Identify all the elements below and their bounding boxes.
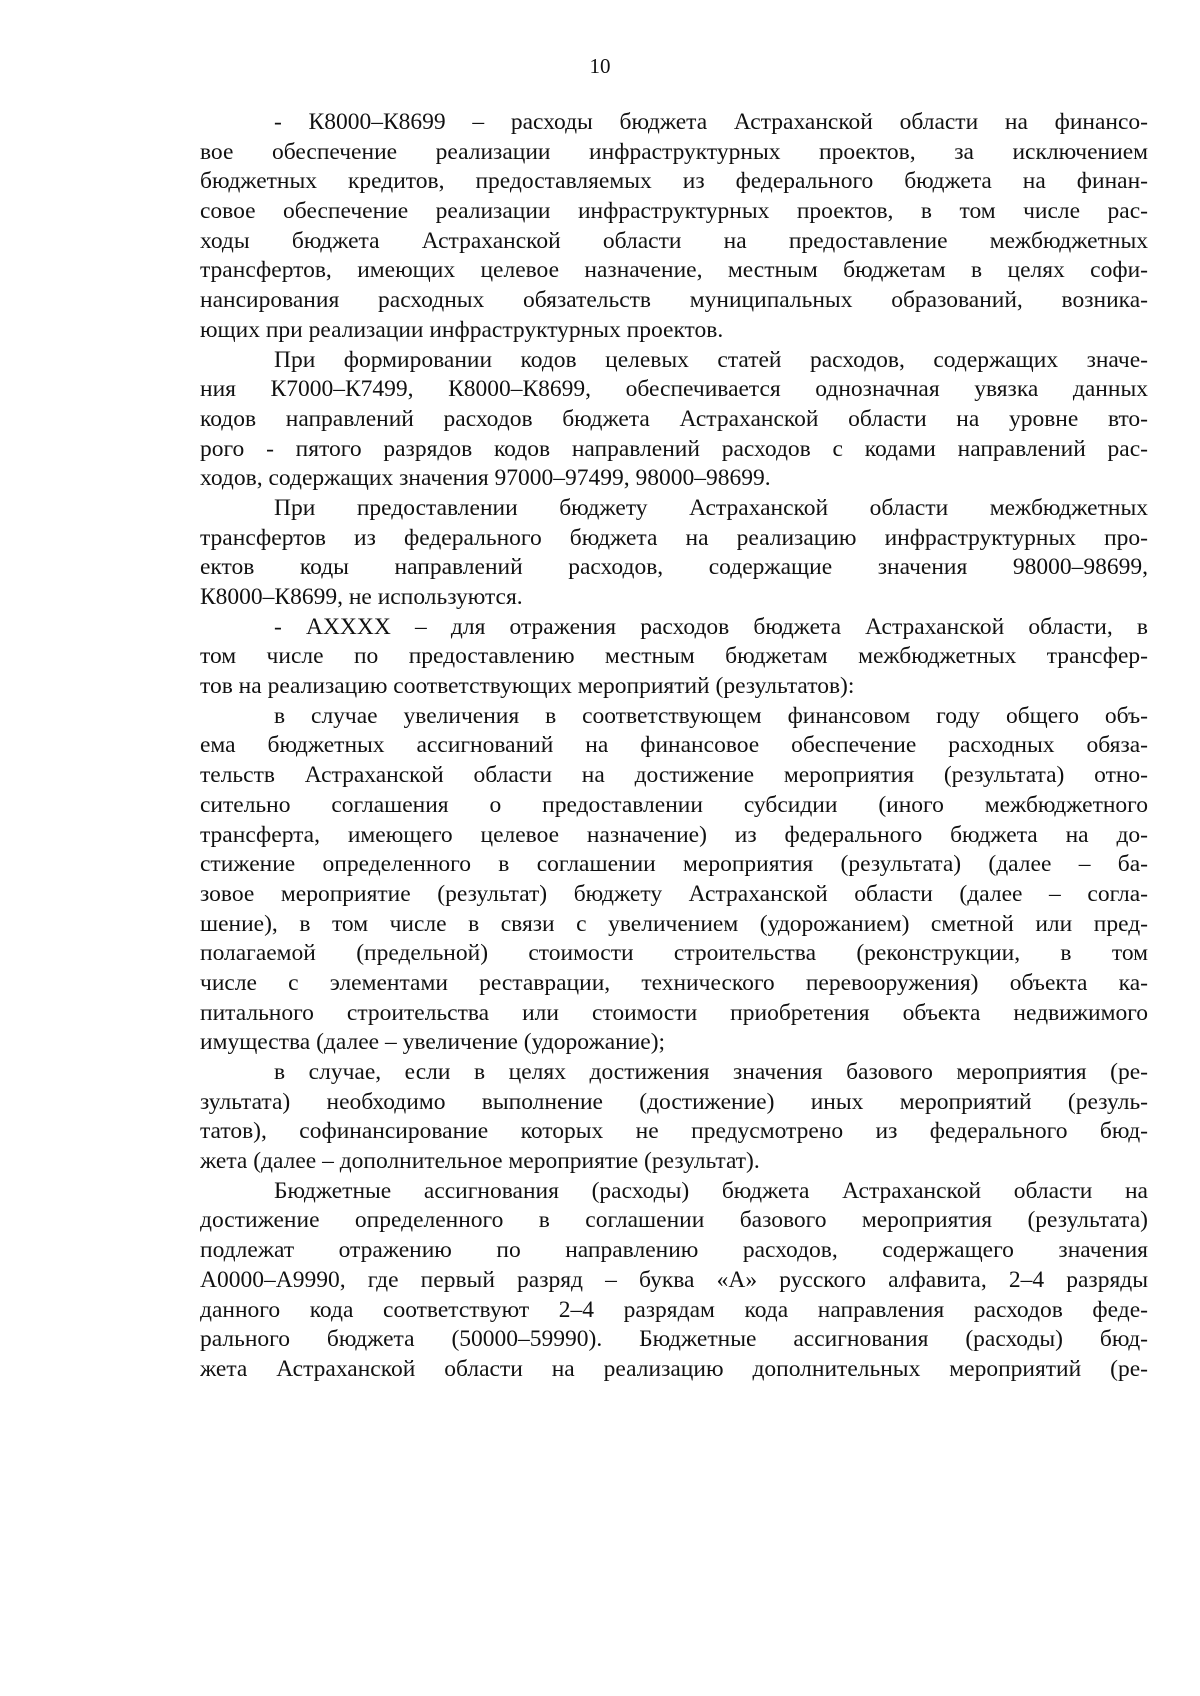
text-line: А0000–А9990, где первый разряд – буква «А» русского алфавита, 2–4 разряды bbox=[200, 1266, 1148, 1293]
text-line: ходы бюджета Астраханской области на предоставление межбюджетных bbox=[200, 227, 1148, 254]
text-line: трансфертов, имеющих целевое назначение, местным бюджетам в целях софи- bbox=[200, 257, 1148, 284]
text-line: совое обеспечение реализации инфраструктурных проектов, в том числе рас- bbox=[200, 198, 1148, 225]
text-line: ема бюджетных ассигнований на финансовое обеспечение расходных обяза- bbox=[200, 732, 1148, 759]
text-line: питального строительства или стоимости приобретения объекта недвижимого bbox=[200, 999, 1148, 1026]
text-line: шение), в том числе в связи с увеличением (удорожанием) сметной или пред- bbox=[200, 910, 1148, 937]
text-line: в случае увеличения в соответствующем финансовом году общего объ- bbox=[274, 702, 1148, 729]
text-line: К8000–К8699, не используются. bbox=[200, 584, 523, 610]
text-line: жета (далее – дополнительное мероприятие (результат). bbox=[200, 1148, 760, 1175]
text-line: вое обеспечение реализации инфраструктурных проектов, за исключением bbox=[200, 138, 1148, 165]
text-line: рого - пятого разрядов кодов направлений расходов с кодами направлений рас- bbox=[200, 435, 1148, 462]
text-line: жета Астраханской области на реализацию дополнительных мероприятий (ре- bbox=[200, 1355, 1148, 1382]
text-line: полагаемой (предельной) стоимости строительства (реконструкции, в том bbox=[200, 940, 1148, 967]
text-line: ющих при реализации инфраструктурных проектов. bbox=[200, 316, 724, 343]
text-line: трансферта, имеющего целевое назначение) из федерального бюджета на до- bbox=[200, 821, 1148, 848]
text-line: достижение определенного в соглашении базового мероприятия (результата) bbox=[200, 1207, 1148, 1234]
text-line: Бюджетные ассигнования (расходы) бюджета Астраханской области на bbox=[274, 1177, 1148, 1204]
text-line: кодов направлений расходов бюджета Астраханской области на уровне вто- bbox=[200, 405, 1148, 432]
document-body bbox=[200, 108, 1148, 1385]
text-line: При предоставлении бюджету Астраханской области межбюджетных bbox=[274, 494, 1148, 521]
text-line: тельств Астраханской области на достижение мероприятия (результата) отно- bbox=[200, 762, 1148, 789]
page-number: 10 bbox=[589, 54, 611, 78]
text-line: - АХХХХ – для отражения расходов бюджета Астраханской области, в bbox=[274, 613, 1148, 640]
text-line: подлежат отражению по направлению расходов, содержащего значения bbox=[200, 1237, 1148, 1264]
text-line: числе с элементами реставрации, технического перевооружения) объекта ка- bbox=[200, 969, 1148, 996]
text-line: данного кода соответствуют 2–4 разрядам кода направления расходов феде- bbox=[200, 1296, 1148, 1323]
text-line: зовое мероприятие (результат) бюджету Астраханской области (далее – согла- bbox=[200, 880, 1148, 907]
text-line: сительно соглашения о предоставлении субсидии (иного межбюджетного bbox=[200, 791, 1148, 818]
text-line: том числе по предоставлению местным бюджетам межбюджетных трансфер- bbox=[200, 643, 1148, 670]
text-line: ходов, содержащих значения 97000–97499, 98000–98699. bbox=[200, 465, 771, 492]
text-line: бюджетных кредитов, предоставляемых из федерального бюджета на финан- bbox=[200, 168, 1148, 195]
text-line: в случае, если в целях достижения значения базового мероприятия (ре- bbox=[274, 1059, 1148, 1085]
text-line: нансирования расходных обязательств муниципальных образований, возника- bbox=[200, 287, 1148, 314]
text-line: татов), софинансирование которых не предусмотрено из федерального бюд- bbox=[200, 1118, 1148, 1145]
text-line: ектов коды направлений расходов, содержащие значения 98000–98699, bbox=[200, 554, 1148, 581]
text-line: рального бюджета (50000–59990). Бюджетные ассигнования (расходы) бюд- bbox=[200, 1326, 1148, 1353]
text-line: ния К7000–К7499, К8000–К8699, обеспечивается однозначная увязка данных bbox=[200, 376, 1148, 403]
text-line: При формировании кодов целевых статей расходов, содержащих значе- bbox=[274, 346, 1148, 373]
text-line: зультата) необходимо выполнение (достижение) иных мероприятий (резуль- bbox=[200, 1088, 1148, 1115]
text-line: имущества (далее – увеличение (удорожание); bbox=[200, 1029, 666, 1056]
text-line: тов на реализацию соответствующих мероприятий (результатов): bbox=[200, 673, 855, 700]
text-line: - К8000–К8699 – расходы бюджета Астраханской области на финансо- bbox=[274, 109, 1148, 135]
text-line: стижение определенного в соглашении мероприятия (результата) (далее – ба- bbox=[200, 851, 1148, 878]
text-line: трансфертов из федерального бюджета на реализацию инфраструктурных про- bbox=[200, 524, 1148, 551]
